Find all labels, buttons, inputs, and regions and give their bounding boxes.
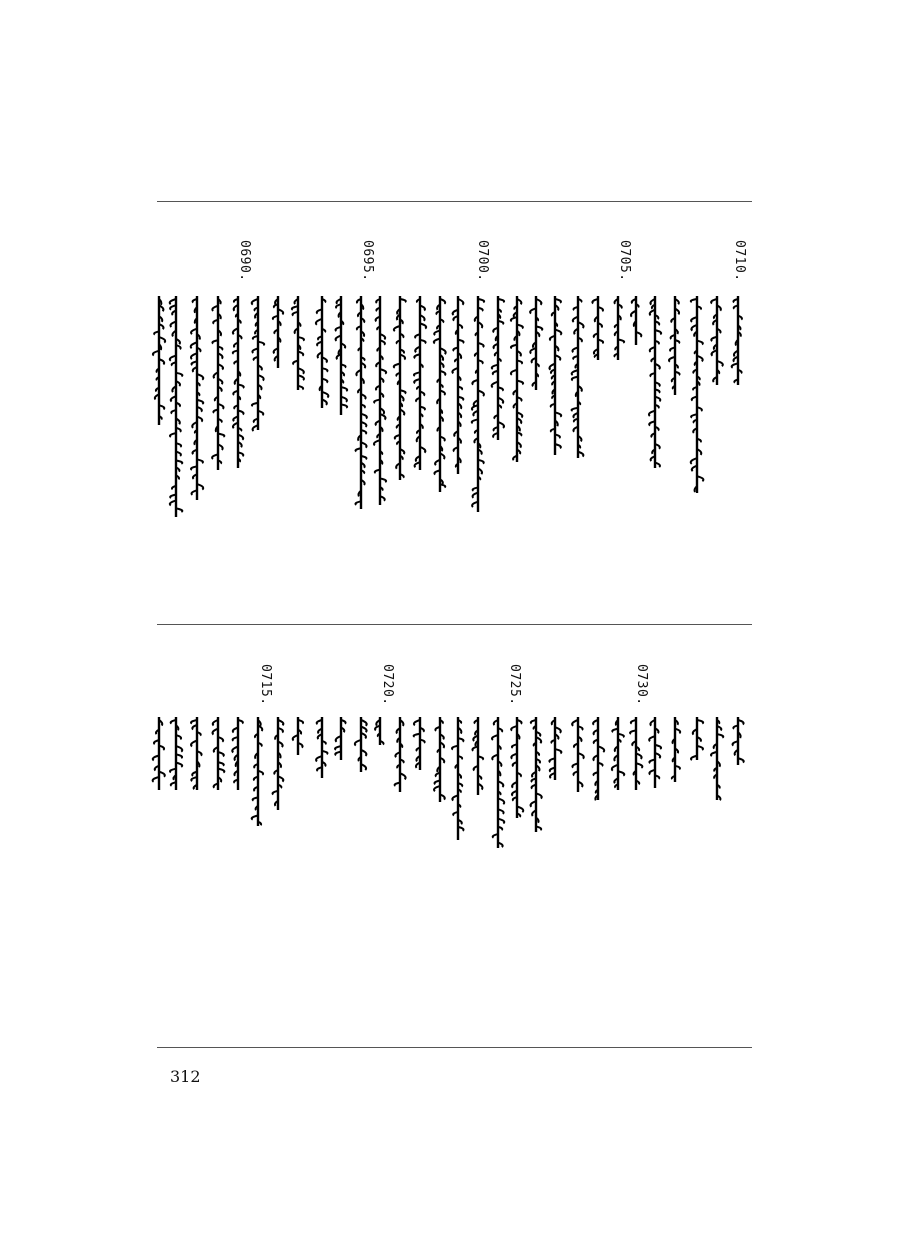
- line-number: 0710.: [732, 240, 747, 282]
- line-number: 0720.: [380, 664, 395, 706]
- script-column: [410, 717, 430, 774]
- line-number: 0695.: [360, 240, 375, 282]
- line-number: 0730.: [634, 664, 649, 706]
- page-number: 312: [170, 1067, 201, 1086]
- script-column: [687, 717, 707, 764]
- line-number: 0705.: [617, 240, 632, 282]
- script-column: [707, 296, 727, 389]
- script-column: [370, 296, 390, 509]
- script-column: [410, 296, 430, 474]
- line-number: 0700.: [475, 240, 490, 282]
- script-column: [430, 296, 450, 496]
- script-column: [312, 717, 332, 782]
- script-column: [468, 717, 488, 799]
- script-column: [149, 717, 169, 794]
- script-column: [430, 717, 450, 806]
- script-column: [588, 717, 608, 804]
- script-column: [166, 717, 186, 794]
- script-column: [351, 717, 371, 776]
- script-column: [312, 296, 332, 412]
- script-column: [526, 717, 546, 836]
- top-rule: [157, 201, 752, 202]
- script-column: [728, 296, 748, 389]
- script-column: [568, 717, 588, 796]
- script-column: [187, 717, 207, 794]
- script-column: [707, 717, 727, 804]
- script-column: [370, 717, 390, 749]
- script-column: [268, 296, 288, 372]
- script-column: [608, 717, 628, 794]
- script-column: [665, 717, 685, 786]
- bottom-rule: [157, 1047, 752, 1048]
- script-column: [288, 717, 308, 759]
- line-number: 0725.: [507, 664, 522, 706]
- script-column: [228, 717, 248, 794]
- script-column: [645, 717, 665, 792]
- script-column: [149, 296, 169, 429]
- script-column: [331, 296, 351, 419]
- script-column: [228, 296, 248, 472]
- script-column: [687, 296, 707, 497]
- script-column: [526, 296, 546, 394]
- script-column: [248, 717, 268, 830]
- script-column: [488, 717, 508, 852]
- script-column: [545, 717, 565, 784]
- line-number: 0690.: [237, 240, 252, 282]
- script-column: [208, 717, 228, 794]
- script-column: [507, 717, 527, 822]
- line-number: 0715.: [258, 664, 273, 706]
- script-column: [568, 296, 588, 462]
- script-column: [665, 296, 685, 399]
- script-column: [390, 296, 410, 484]
- script-column: [588, 296, 608, 364]
- script-column: [608, 296, 628, 364]
- script-column: [545, 296, 565, 459]
- script-column: [187, 296, 207, 504]
- script-column: [331, 717, 351, 764]
- script-column: [166, 296, 186, 521]
- script-column: [626, 296, 646, 349]
- script-column: [468, 296, 488, 516]
- script-column: [288, 296, 308, 394]
- middle-rule: [157, 624, 752, 625]
- script-column: [728, 717, 748, 769]
- script-column: [507, 296, 527, 466]
- script-column: [645, 296, 665, 472]
- script-column: [390, 717, 410, 796]
- script-column: [448, 296, 468, 478]
- script-column: [351, 296, 371, 513]
- script-column: [488, 296, 508, 444]
- script-column: [248, 296, 268, 434]
- script-column: [208, 296, 228, 474]
- script-column: [626, 717, 646, 794]
- script-column: [448, 717, 468, 844]
- script-column: [268, 717, 288, 814]
